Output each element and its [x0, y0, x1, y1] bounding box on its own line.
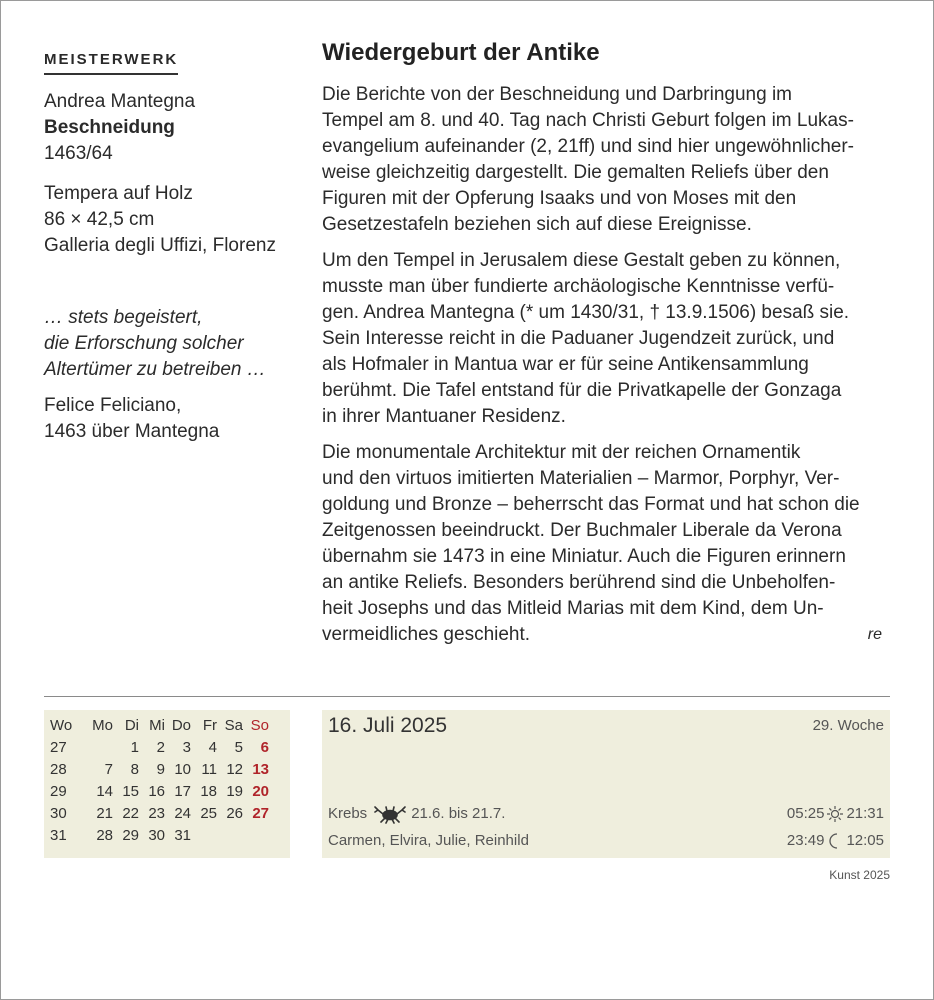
text-line: berühmt. Die Tafel entstand für die Privatkapelle der Gonzaga — [322, 380, 842, 401]
text-line: übernahm sie 1473 in eine Miniatur. Auch die Figuren erinnern — [322, 546, 846, 567]
artwork-info — [44, 46, 294, 445]
weekday-header: Sa — [224, 716, 243, 734]
text-line: an antike Reliefs. Besonders berührend sind die Unbeholfen- — [322, 572, 836, 593]
article-title: Wiedergeburt der Antike — [322, 39, 600, 66]
calendar-day — [217, 824, 243, 846]
calendar-day: 23 — [148, 804, 165, 822]
calendar-day: 26 — [226, 804, 243, 822]
name-days: Carmen, Elvira, Julie, Reinhild — [328, 832, 529, 849]
author-initials: re — [867, 626, 882, 643]
calendar-day: 9 — [156, 760, 165, 778]
zodiac-name: Krebs — [328, 805, 368, 822]
week-number: 31 — [50, 826, 67, 844]
technique: Tempera auf Holz — [44, 183, 193, 204]
moonrise-time: 23:49 — [786, 832, 825, 849]
calendar-day: 3 — [182, 738, 191, 756]
calendar-day — [87, 736, 113, 758]
calendar-week-row — [46, 736, 269, 758]
text-line: Tempel am 8. und 40. Tag nach Christi Geburt folgen im Lukas- — [322, 110, 854, 131]
text-line: Die monumentale Architektur mit der reichen Ornamentik — [322, 442, 801, 463]
calendar-sunday: 6 — [260, 738, 269, 756]
artist-name: Andrea Mantegna — [44, 91, 196, 112]
week-of-year: 29. Woche — [812, 717, 884, 734]
calendar-day: 31 — [174, 826, 191, 844]
zodiac-sign — [328, 803, 505, 825]
article — [322, 38, 894, 658]
calendar-week-row — [46, 780, 269, 802]
calendar-day: 4 — [208, 738, 217, 756]
week-number: 28 — [50, 760, 67, 778]
text-line: Die Berichte von der Beschneidung und Darbringung im — [322, 84, 792, 105]
calendar-day: 30 — [148, 826, 165, 844]
calendar-day — [191, 824, 217, 846]
dimensions: 86 × 42,5 cm — [44, 209, 155, 230]
sunset-time: 21:31 — [846, 805, 884, 822]
calendar-sunday: 13 — [252, 760, 269, 778]
sunday-header: So — [250, 716, 269, 734]
quote-source-line: 1463 über Mantegna — [44, 421, 220, 442]
calendar-week-row — [46, 824, 269, 846]
text-line: musste man über fundierte archäologische Kenntnisse verfü- — [322, 276, 835, 297]
weekday-header: Do — [171, 716, 191, 734]
text-line: in ihrer Mantuaner Residenz. — [322, 406, 566, 427]
text-line: heit Josephs und das Mitleid Marias mit dem Kind, dem Un- — [322, 598, 824, 619]
week-number: 30 — [50, 804, 67, 822]
moonset-time: 12:05 — [846, 832, 884, 849]
week-number: 29 — [50, 782, 67, 800]
calendar-day: 29 — [122, 826, 139, 844]
work-year: 1463/64 — [44, 143, 113, 164]
work-details — [44, 181, 294, 259]
calendar-day: 16 — [148, 782, 165, 800]
text-line: Zeitgenossen beeindruckt. Der Buchmaler Liberale da Verona — [322, 520, 842, 541]
sunrise-time: 05:25 — [786, 805, 825, 822]
text-line: und den virtuos imitierten Materialien – Marmor, Porphyr, Ver- — [322, 468, 840, 489]
weekday-header: Di — [124, 716, 139, 734]
calendar-week-row — [46, 758, 269, 780]
museum-location: Galleria degli Uffizi, Florenz — [44, 235, 276, 256]
calendar-day: 1 — [130, 738, 139, 756]
calendar-day: 14 — [96, 782, 113, 800]
calendar-day: 5 — [234, 738, 243, 756]
text-line: evangelium aufeinander (2, 21ff) und sind hier ungewöhnlicher- — [322, 136, 854, 157]
calendar-day: 15 — [122, 782, 139, 800]
sun-times — [787, 803, 884, 825]
calendar-day: 17 — [174, 782, 191, 800]
quote — [44, 305, 294, 383]
month-calendar — [44, 710, 290, 858]
calendar-day: 2 — [156, 738, 165, 756]
calendar-day: 24 — [174, 804, 191, 822]
crab-icon — [373, 804, 407, 824]
article-paragraph — [322, 440, 894, 648]
weekday-header: Mi — [149, 716, 165, 734]
text-line: Sein Interesse reicht in die Paduaner Jugendzeit zurück, und — [322, 328, 835, 349]
calendar-day: 12 — [226, 760, 243, 778]
weekday-header: Mo — [92, 716, 113, 734]
calendar-day: 11 — [201, 760, 217, 778]
sun-icon — [826, 805, 844, 823]
calendar-day: 25 — [200, 804, 217, 822]
day-date: 16. Juli 2025 — [328, 714, 448, 737]
quote-source-line: Felice Feliciano, — [44, 395, 182, 416]
week-number: 27 — [50, 738, 67, 756]
text-line: Gesetzestafeln beziehen sich auf diese Ereignisse. — [322, 214, 752, 235]
calendar-sunday: 20 — [252, 782, 269, 800]
day-info — [322, 710, 890, 858]
calendar-day: 28 — [96, 826, 113, 844]
calendar-day: 22 — [122, 804, 139, 822]
calendar-day: 10 — [174, 760, 191, 778]
work-title: Beschneidung — [44, 117, 175, 138]
week-header: Wo — [50, 716, 73, 734]
calendar-week-row — [46, 802, 269, 824]
text-line: goldung und Bronze – beherrscht das Format und hat schon die — [322, 494, 860, 515]
quote-line: die Erforschung solcher — [44, 333, 244, 354]
calendar-table — [46, 714, 269, 846]
text-line: Um den Tempel in Jerusalem diese Gestalt geben zu können, — [322, 250, 841, 271]
zodiac-range: 21.6. bis 21.7. — [411, 805, 506, 822]
calendar-day: 21 — [96, 804, 113, 822]
calendar-day: 19 — [226, 782, 243, 800]
moon-times — [787, 830, 884, 852]
section-label: MEISTERWERK — [44, 51, 178, 75]
article-paragraph — [322, 82, 894, 238]
quote-line: … stets begeistert, — [44, 307, 203, 328]
text-line: als Hofmaler in Mantua war er für seine Antikensammlung — [322, 354, 809, 375]
text-line: weise gleichzeitig dargestellt. Die gemalten Reliefs über den — [322, 162, 829, 183]
calendar-sunday: 27 — [252, 804, 269, 822]
calendar-day: 7 — [104, 760, 113, 778]
quote-line: Altertümer zu betreiben … — [44, 359, 266, 380]
text-line: Figuren mit der Opferung Isaaks und von Moses mit den — [322, 188, 797, 209]
text-line: vermeidliches geschieht. — [322, 624, 531, 645]
calendar-day: 8 — [130, 760, 139, 778]
weekday-header: Fr — [202, 716, 217, 734]
calendar-day: 18 — [200, 782, 217, 800]
calendar-sunday — [243, 824, 269, 846]
text-line: gen. Andrea Mantegna (* um 1430/31, † 13.9.1506) besaß sie. — [322, 302, 850, 323]
divider — [44, 696, 890, 697]
quote-source — [44, 393, 294, 445]
footer-label: Kunst 2025 — [829, 868, 890, 882]
calendar-header-row — [46, 714, 269, 736]
article-paragraph — [322, 248, 894, 430]
moon-icon — [826, 832, 844, 850]
